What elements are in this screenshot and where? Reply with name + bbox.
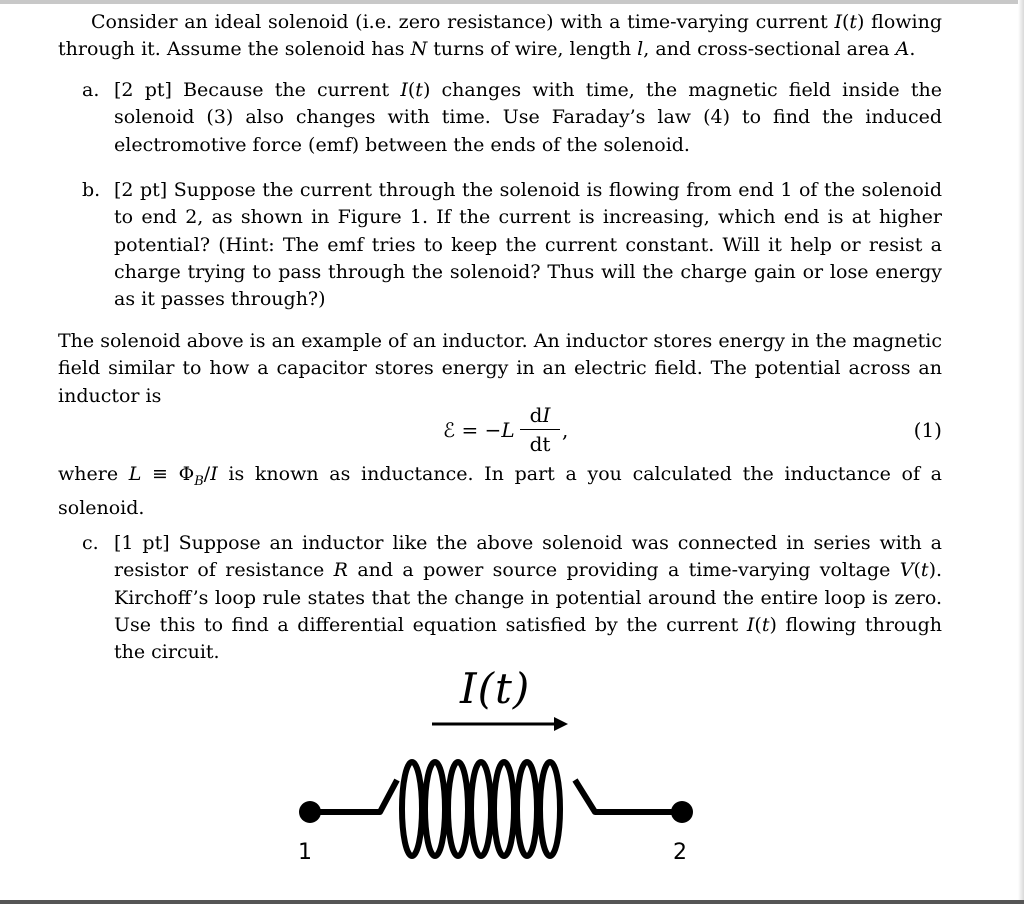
part-c [58, 530, 942, 666]
window-bottom-edge [0, 900, 1024, 904]
inductor-diagram [280, 662, 720, 892]
page-right-shadow [1018, 0, 1024, 904]
equation-fraction [520, 403, 560, 456]
current-label: I(t) [460, 664, 531, 713]
coil-windings [402, 762, 560, 856]
figure-1-inductor [280, 662, 720, 892]
current-arrow-head [554, 717, 568, 731]
terminal-2-label: 2 [673, 840, 687, 865]
window-top-edge [0, 0, 1024, 4]
equation-comma: , [562, 418, 569, 442]
terminal-1-label: 1 [298, 840, 312, 865]
part-b [58, 177, 942, 313]
fraction-bar [520, 429, 560, 430]
part-a-label: a. [82, 79, 100, 101]
part-b-text: [2 pt] Suppose the current through the solenoid is flowing from end 1 of the solenoid to end 2, as shown in Figure 1. If the current is increasing, which end is at higher potential? (Hint: The emf tries to keep the current constant. Will it help or resist a charge trying to pass through the solenoid? Thus will the charge gain or lose energy as it passes through?) [114, 179, 942, 311]
part-b-label: b. [82, 179, 101, 201]
part-a [58, 77, 942, 159]
part-a-text: [2 pt] Because the current I(t) changes with time, the magnetic field inside the solenoid (3) also changes with time. Use Faraday’s law (4) to find the induced electromotive force (emf) between the ends of the solenoid. [114, 79, 942, 156]
part-c-label: c. [82, 532, 99, 554]
equation-number: (1) [913, 418, 942, 442]
inductance-paragraph: where $L \equiv \Phi_B/I$ is known as inductance. In part a you calculated the inductance of a solenoid. [58, 463, 942, 520]
equation-numerator: dI [529, 403, 551, 427]
terminal-1-dot [299, 801, 321, 823]
terminal-2-dot [671, 801, 693, 823]
equation-1 [58, 403, 942, 459]
equation-lhs: ℰ = −L [443, 418, 515, 442]
equation-denominator: dt [529, 432, 551, 457]
lead-wire-left [310, 780, 397, 812]
inductor-paragraph: The solenoid above is an example of an inductor. An inductor stores energy in the magnetic field similar to how a capacitor stores energy in an electric field. The potential across an inductor is [58, 330, 942, 407]
part-c-text: [1 pt] Suppose an inductor like the above solenoid was connected in series with a resistor of resistance R and a power source providing a time-varying voltage V(t). Kirchoff’s loop rule states that the change in potential around the entire loop is zero. Use this to find a differential equation satisfied by the current I(t) flowing through the circuit. [114, 532, 943, 664]
lead-wire-right [575, 780, 682, 812]
intro-paragraph: Consider an ideal solenoid (i.e. zero resistance) with a time-varying current I(t) flowing through it. Assume the solenoid has N turns of wire, length l, and cross-sectional area A. [58, 11, 943, 61]
